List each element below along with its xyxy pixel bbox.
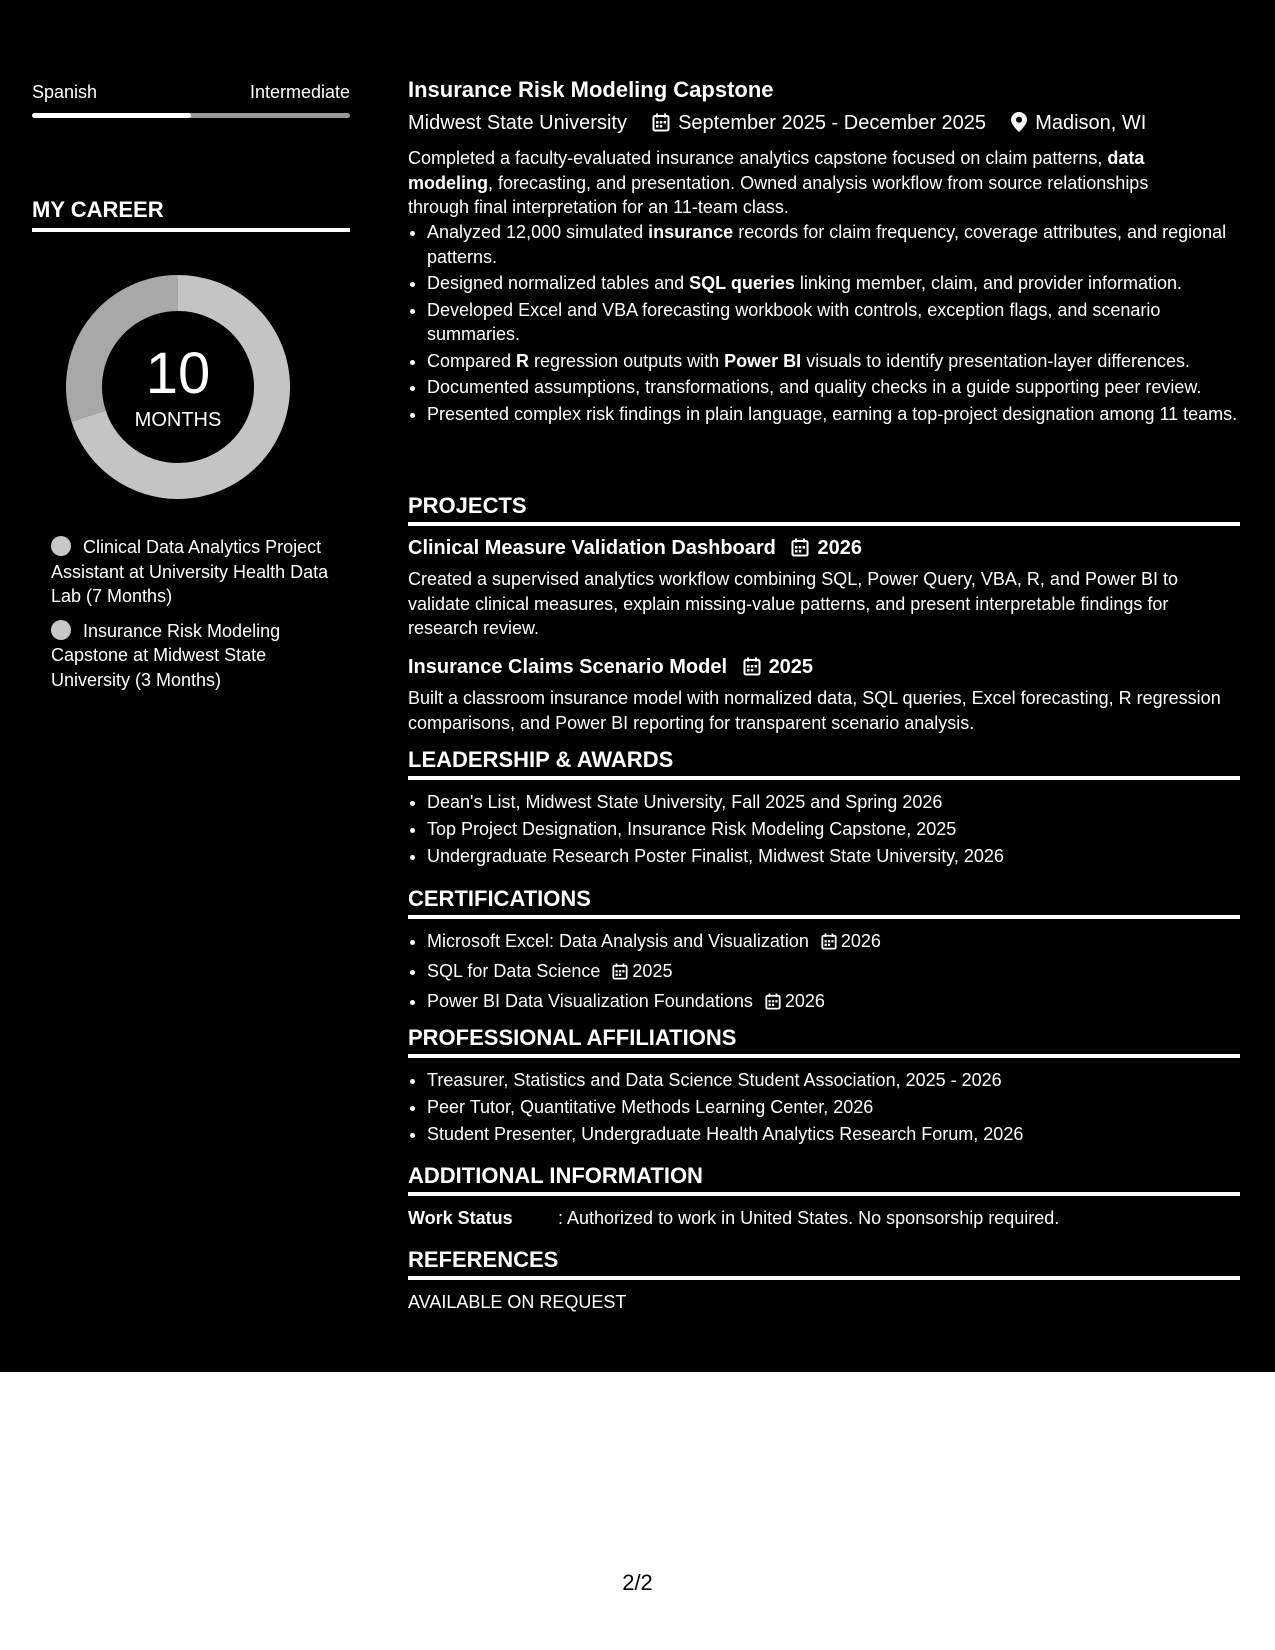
certifications-heading: CERTIFICATIONS bbox=[408, 887, 1240, 919]
career-dot-icon bbox=[51, 620, 71, 640]
certification-name: Microsoft Excel: Data Analysis and Visualization bbox=[427, 930, 809, 951]
experience-org: Midwest State University bbox=[408, 112, 627, 134]
description-text: , forecasting, and presentation. Owned analysis workflow from source relationships through final interpretation for an 11-team class. bbox=[408, 172, 1149, 217]
experience-title: Insurance Risk Modeling Capstone bbox=[408, 77, 774, 102]
work-status-row bbox=[408, 1206, 1240, 1231]
bullet-text: visuals to identify presentation-layer differences. bbox=[801, 350, 1191, 371]
project-title-row bbox=[408, 536, 1240, 564]
description-text: data modeling bbox=[408, 148, 1145, 193]
certification-name: SQL for Data Science bbox=[427, 960, 601, 981]
bullet-text: Documented assumptions, transformations, and quality checks in a guide supporting peer review. bbox=[427, 377, 1202, 397]
bullet-text: Power BI bbox=[724, 350, 802, 371]
certifications-list bbox=[408, 929, 1240, 1017]
references-text: AVAILABLE ON REQUEST bbox=[408, 1291, 627, 1312]
career-item-text: Clinical Data Analytics Project Assistant at University Health Data Lab (7 Months) bbox=[51, 537, 329, 606]
additional-info-section bbox=[408, 1164, 1240, 1230]
leadership-list bbox=[408, 790, 1240, 869]
work-status-value: : Authorized to work in United States. No sponsorship required. bbox=[558, 1207, 1060, 1228]
career-heading: MY CAREER bbox=[32, 197, 350, 232]
experience-bullet bbox=[427, 220, 1247, 269]
career-dot-icon bbox=[51, 536, 71, 556]
projects-section bbox=[408, 494, 1240, 749]
list-item: • Dean's List, Midwest State University, Fall 2025 and Spring 2026 bbox=[427, 790, 1240, 815]
page-number: 2/2 bbox=[622, 1570, 653, 1595]
project-title-row bbox=[408, 655, 1240, 683]
leadership-heading: LEADERSHIP & AWARDS bbox=[408, 748, 1240, 780]
experience-dates: September 2025 - December 2025 bbox=[678, 112, 987, 134]
experience-bullets bbox=[408, 220, 1247, 428]
project-title: Insurance Claims Scenario Model bbox=[408, 655, 727, 678]
description-text: Completed a faculty-evaluated insurance analytics capstone focused on claim patterns, bbox=[408, 148, 1108, 168]
career-total-number: 10 bbox=[145, 341, 211, 406]
bullet-text: insurance bbox=[648, 222, 734, 242]
project-description: Built a classroom insurance model with normalized data, SQL queries, Excel forecasting, R regression comparisons, and Power BI reporting for transparent scenario analysis. bbox=[408, 688, 1221, 733]
bullet-text: Compared bbox=[427, 350, 517, 371]
calendar-icon bbox=[652, 113, 670, 139]
calendar-icon bbox=[791, 538, 809, 564]
experience-location: Madison, WI bbox=[1035, 112, 1147, 134]
certification-year: 2025 bbox=[632, 960, 673, 981]
project-title: Clinical Measure Validation Dashboard bbox=[408, 536, 776, 559]
list-item: • Top Project Designation, Insurance Risk Modeling Capstone, 2025 bbox=[427, 817, 1240, 842]
list-item: • Student Presenter, Undergraduate Health Analytics Research Forum, 2026 bbox=[427, 1122, 1240, 1147]
career-total-unit: MONTHS bbox=[134, 409, 222, 431]
calendar-icon bbox=[743, 657, 761, 683]
bullet-text: SQL queries bbox=[689, 273, 795, 293]
list-item bbox=[427, 959, 1240, 987]
calendar-icon bbox=[765, 992, 781, 1017]
bullet-text: Developed Excel and VBA forecasting workbook with controls, exception flags, and scenario summaries. bbox=[427, 299, 1161, 344]
experience-description bbox=[408, 146, 1208, 220]
affiliations-heading: PROFESSIONAL AFFILIATIONS bbox=[408, 1026, 1240, 1058]
bullet-text: Presented complex risk findings in plain language, earning a top-project designation among 11 teams. bbox=[427, 403, 1238, 424]
career-item bbox=[51, 535, 341, 609]
career-donut-chart bbox=[66, 275, 290, 499]
language-proficiency-fill bbox=[32, 113, 191, 118]
experience-meta bbox=[408, 111, 1146, 139]
affiliations-list bbox=[408, 1068, 1240, 1147]
bullet-text: regression outputs with bbox=[529, 350, 725, 371]
references-heading: REFERENCES bbox=[408, 1248, 1240, 1280]
career-item bbox=[51, 619, 341, 693]
certification-year: 2026 bbox=[840, 930, 881, 951]
calendar-icon bbox=[612, 962, 628, 987]
project-year: 2025 bbox=[768, 655, 814, 678]
language-proficiency-bar bbox=[32, 113, 350, 118]
list-item: • Peer Tutor, Quantitative Methods Learning Center, 2026 bbox=[427, 1095, 1240, 1120]
certification-year: 2026 bbox=[784, 990, 825, 1011]
certifications-section bbox=[408, 887, 1240, 1019]
calendar-icon bbox=[821, 932, 837, 957]
experience-bullet bbox=[427, 375, 1247, 400]
list-item: • Undergraduate Research Poster Finalist, Midwest State University, 2026 bbox=[427, 844, 1240, 869]
experience-bullet bbox=[427, 271, 1247, 296]
certification-name: Power BI Data Visualization Foundations bbox=[427, 990, 753, 1011]
list-item bbox=[427, 989, 1240, 1017]
career-timeline bbox=[51, 535, 341, 702]
experience-bullet bbox=[427, 349, 1247, 374]
language-name: Spanish bbox=[32, 82, 98, 102]
affiliations-section bbox=[408, 1026, 1240, 1149]
list-item: • Treasurer, Statistics and Data Science Student Association, 2025 - 2026 bbox=[427, 1068, 1240, 1093]
language-level: Intermediate bbox=[249, 82, 350, 102]
project-year: 2026 bbox=[817, 536, 862, 559]
bullet-text: Designed normalized tables and bbox=[427, 273, 690, 293]
projects-heading: PROJECTS bbox=[408, 494, 1240, 526]
bullet-text: records for claim frequency, coverage attributes, and regional patterns. bbox=[427, 222, 1227, 267]
career-item-text: Insurance Risk Modeling Capstone at Midwest State University (3 Months) bbox=[51, 620, 281, 690]
experience-bullet bbox=[427, 402, 1247, 427]
references-section bbox=[408, 1248, 1240, 1314]
bullet-text: R bbox=[516, 350, 530, 371]
project-description: Created a supervised analytics workflow combining SQL, Power Query, VBA, R, and Power BI to validate clinical measures, explain missing-value patterns, and present interpretable findings for research review. bbox=[408, 569, 1179, 638]
work-status-key: Work Status bbox=[408, 1207, 513, 1228]
bullet-text: Analyzed 12,000 simulated bbox=[427, 222, 649, 242]
leadership-section bbox=[408, 748, 1240, 871]
experience-bullet bbox=[427, 298, 1247, 347]
additional-info-heading: ADDITIONAL INFORMATION bbox=[408, 1164, 1240, 1196]
list-item bbox=[427, 929, 1240, 957]
bullet-text: linking member, claim, and provider information. bbox=[794, 273, 1183, 293]
location-pin-icon bbox=[1011, 112, 1027, 139]
